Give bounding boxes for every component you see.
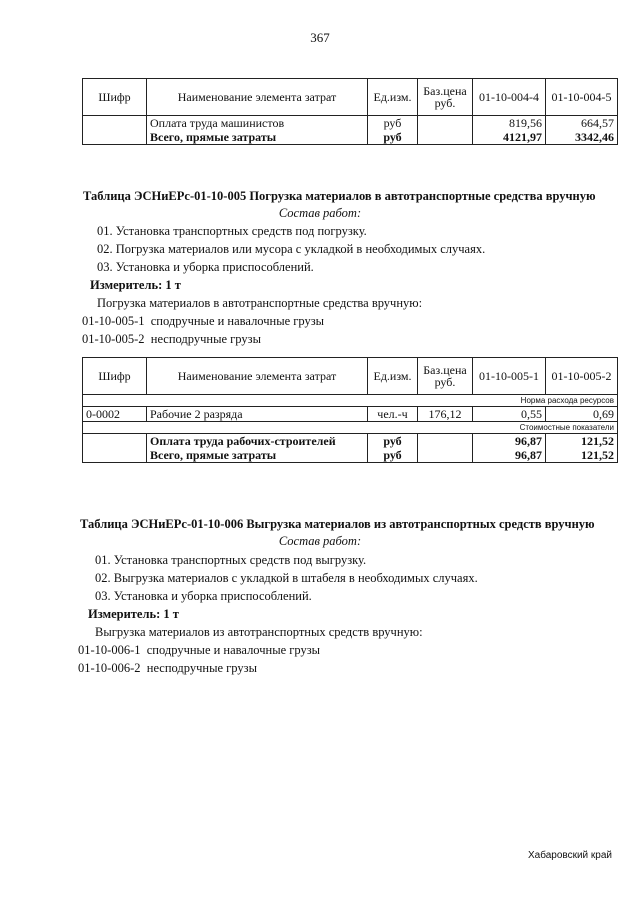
cell-price: 176,12 — [418, 407, 473, 422]
cell-unit: руб — [368, 434, 418, 449]
header-col-a: 01-10-005-1 — [473, 358, 546, 395]
work-step: 03. Установка и уборка приспособлений. — [95, 589, 312, 603]
table-header-row — [83, 79, 618, 116]
header-code: Шифр — [83, 79, 147, 116]
section-title: Таблица ЭСНиЕРс-01-10-005 Погрузка материалов в автотранспортные средства вручную — [83, 189, 596, 203]
table-header-row — [83, 358, 618, 395]
header-base-price — [418, 79, 473, 116]
cell-name: Оплата труда рабочих-строителей — [147, 434, 368, 449]
header-code: Шифр — [83, 358, 147, 395]
cell-value-a: 819,56 — [473, 116, 546, 131]
header-base-price-line2: руб. — [434, 95, 456, 110]
cell-code — [83, 448, 147, 463]
composition-label: Состав работ: — [278, 534, 362, 548]
item-code: 01-10-005-1 — [82, 314, 145, 328]
note-row — [83, 422, 618, 434]
cell-value-a: 96,87 — [473, 434, 546, 449]
work-step: 01. Установка транспортных средств под выгрузку. — [95, 553, 367, 567]
cell-code — [83, 116, 147, 131]
meter-label: Измеритель: 1 т — [90, 278, 181, 292]
table-row-total — [83, 448, 618, 463]
table-row — [83, 407, 618, 422]
cell-name: Всего, прямые затраты — [147, 448, 368, 463]
cell-value-b: 3342,46 — [546, 130, 618, 145]
cell-value-a: 0,55 — [473, 407, 546, 422]
norm-note: Норма расхода ресурсов — [83, 395, 618, 407]
cost-table-top — [82, 78, 618, 145]
cell-code — [83, 434, 147, 449]
header-base-price — [418, 358, 473, 395]
cell-code: 0-0002 — [83, 407, 147, 422]
header-unit: Ед.изм. — [368, 79, 418, 116]
work-step: 01. Установка транспортных средств под погрузку. — [97, 224, 367, 238]
cell-name: Рабочие 2 разряда — [147, 407, 368, 422]
item-code: 01-10-006-2 — [78, 661, 141, 675]
list-item — [82, 332, 261, 347]
table-row — [83, 116, 618, 131]
item-code: 01-10-005-2 — [82, 332, 145, 346]
list-item — [78, 643, 320, 658]
table-row-total — [83, 130, 618, 145]
header-col-a: 01-10-004-4 — [473, 79, 546, 116]
cell-price — [418, 434, 473, 449]
header-base-price-line2: руб. — [434, 374, 456, 389]
page-number: 367 — [310, 30, 330, 45]
item-text: несподручные грузы — [150, 332, 261, 346]
footer-region: Хабаровский край — [527, 850, 612, 861]
header-col-b: 01-10-004-5 — [546, 79, 618, 116]
cell-price — [418, 116, 473, 131]
header-name: Наименование элемента затрат — [147, 358, 368, 395]
cell-value-a: 4121,97 — [473, 130, 546, 145]
header-unit: Ед.изм. — [368, 358, 418, 395]
cell-value-b: 121,52 — [546, 434, 618, 449]
list-item — [78, 661, 257, 676]
cell-unit: чел.-ч — [368, 407, 418, 422]
cost-table-mid — [82, 357, 618, 463]
item-text: несподручные грузы — [146, 661, 257, 675]
cell-value-b: 121,52 — [546, 448, 618, 463]
cell-value-a: 96,87 — [473, 448, 546, 463]
header-col-b: 01-10-005-2 — [546, 358, 618, 395]
cell-unit: руб — [368, 116, 418, 131]
cell-code — [83, 130, 147, 145]
cell-name: Всего, прямые затраты — [147, 130, 368, 145]
list-item — [82, 314, 324, 329]
item-text: сподручные и навалочные грузы — [150, 314, 325, 328]
header-base-price-line1: Баз.цена — [423, 83, 467, 98]
cell-name: Оплата труда машинистов — [147, 116, 368, 131]
cell-price — [418, 130, 473, 145]
table-row — [83, 434, 618, 449]
header-base-price-line1: Баз.цена — [423, 362, 467, 377]
work-step: 02. Выгрузка материалов с укладкой в штабеля в необходимых случаях. — [95, 571, 478, 585]
composition-label: Состав работ: — [278, 206, 362, 220]
meter-label: Измеритель: 1 т — [88, 607, 179, 621]
cost-note: Стоимостные показатели — [83, 422, 618, 434]
cell-price — [418, 448, 473, 463]
item-text: сподручные и навалочные грузы — [146, 643, 321, 657]
work-step: 02. Погрузка материалов или мусора с укладкой в необходимых случаях. — [97, 242, 486, 256]
item-code: 01-10-006-1 — [78, 643, 141, 657]
description: Погрузка материалов в автотранспортные средства вручную: — [97, 296, 423, 310]
section-title: Таблица ЭСНиЕРс-01-10-006 Выгрузка материалов из автотранспортных средств вручную — [80, 517, 595, 531]
cell-unit: руб — [368, 448, 418, 463]
work-step: 03. Установка и уборка приспособлений. — [97, 260, 314, 274]
note-row — [83, 395, 618, 407]
header-name: Наименование элемента затрат — [147, 79, 368, 116]
description: Выгрузка материалов из автотранспортных средств вручную: — [95, 625, 423, 639]
cell-value-b: 0,69 — [546, 407, 618, 422]
cell-value-b: 664,57 — [546, 116, 618, 131]
cell-unit: руб — [368, 130, 418, 145]
